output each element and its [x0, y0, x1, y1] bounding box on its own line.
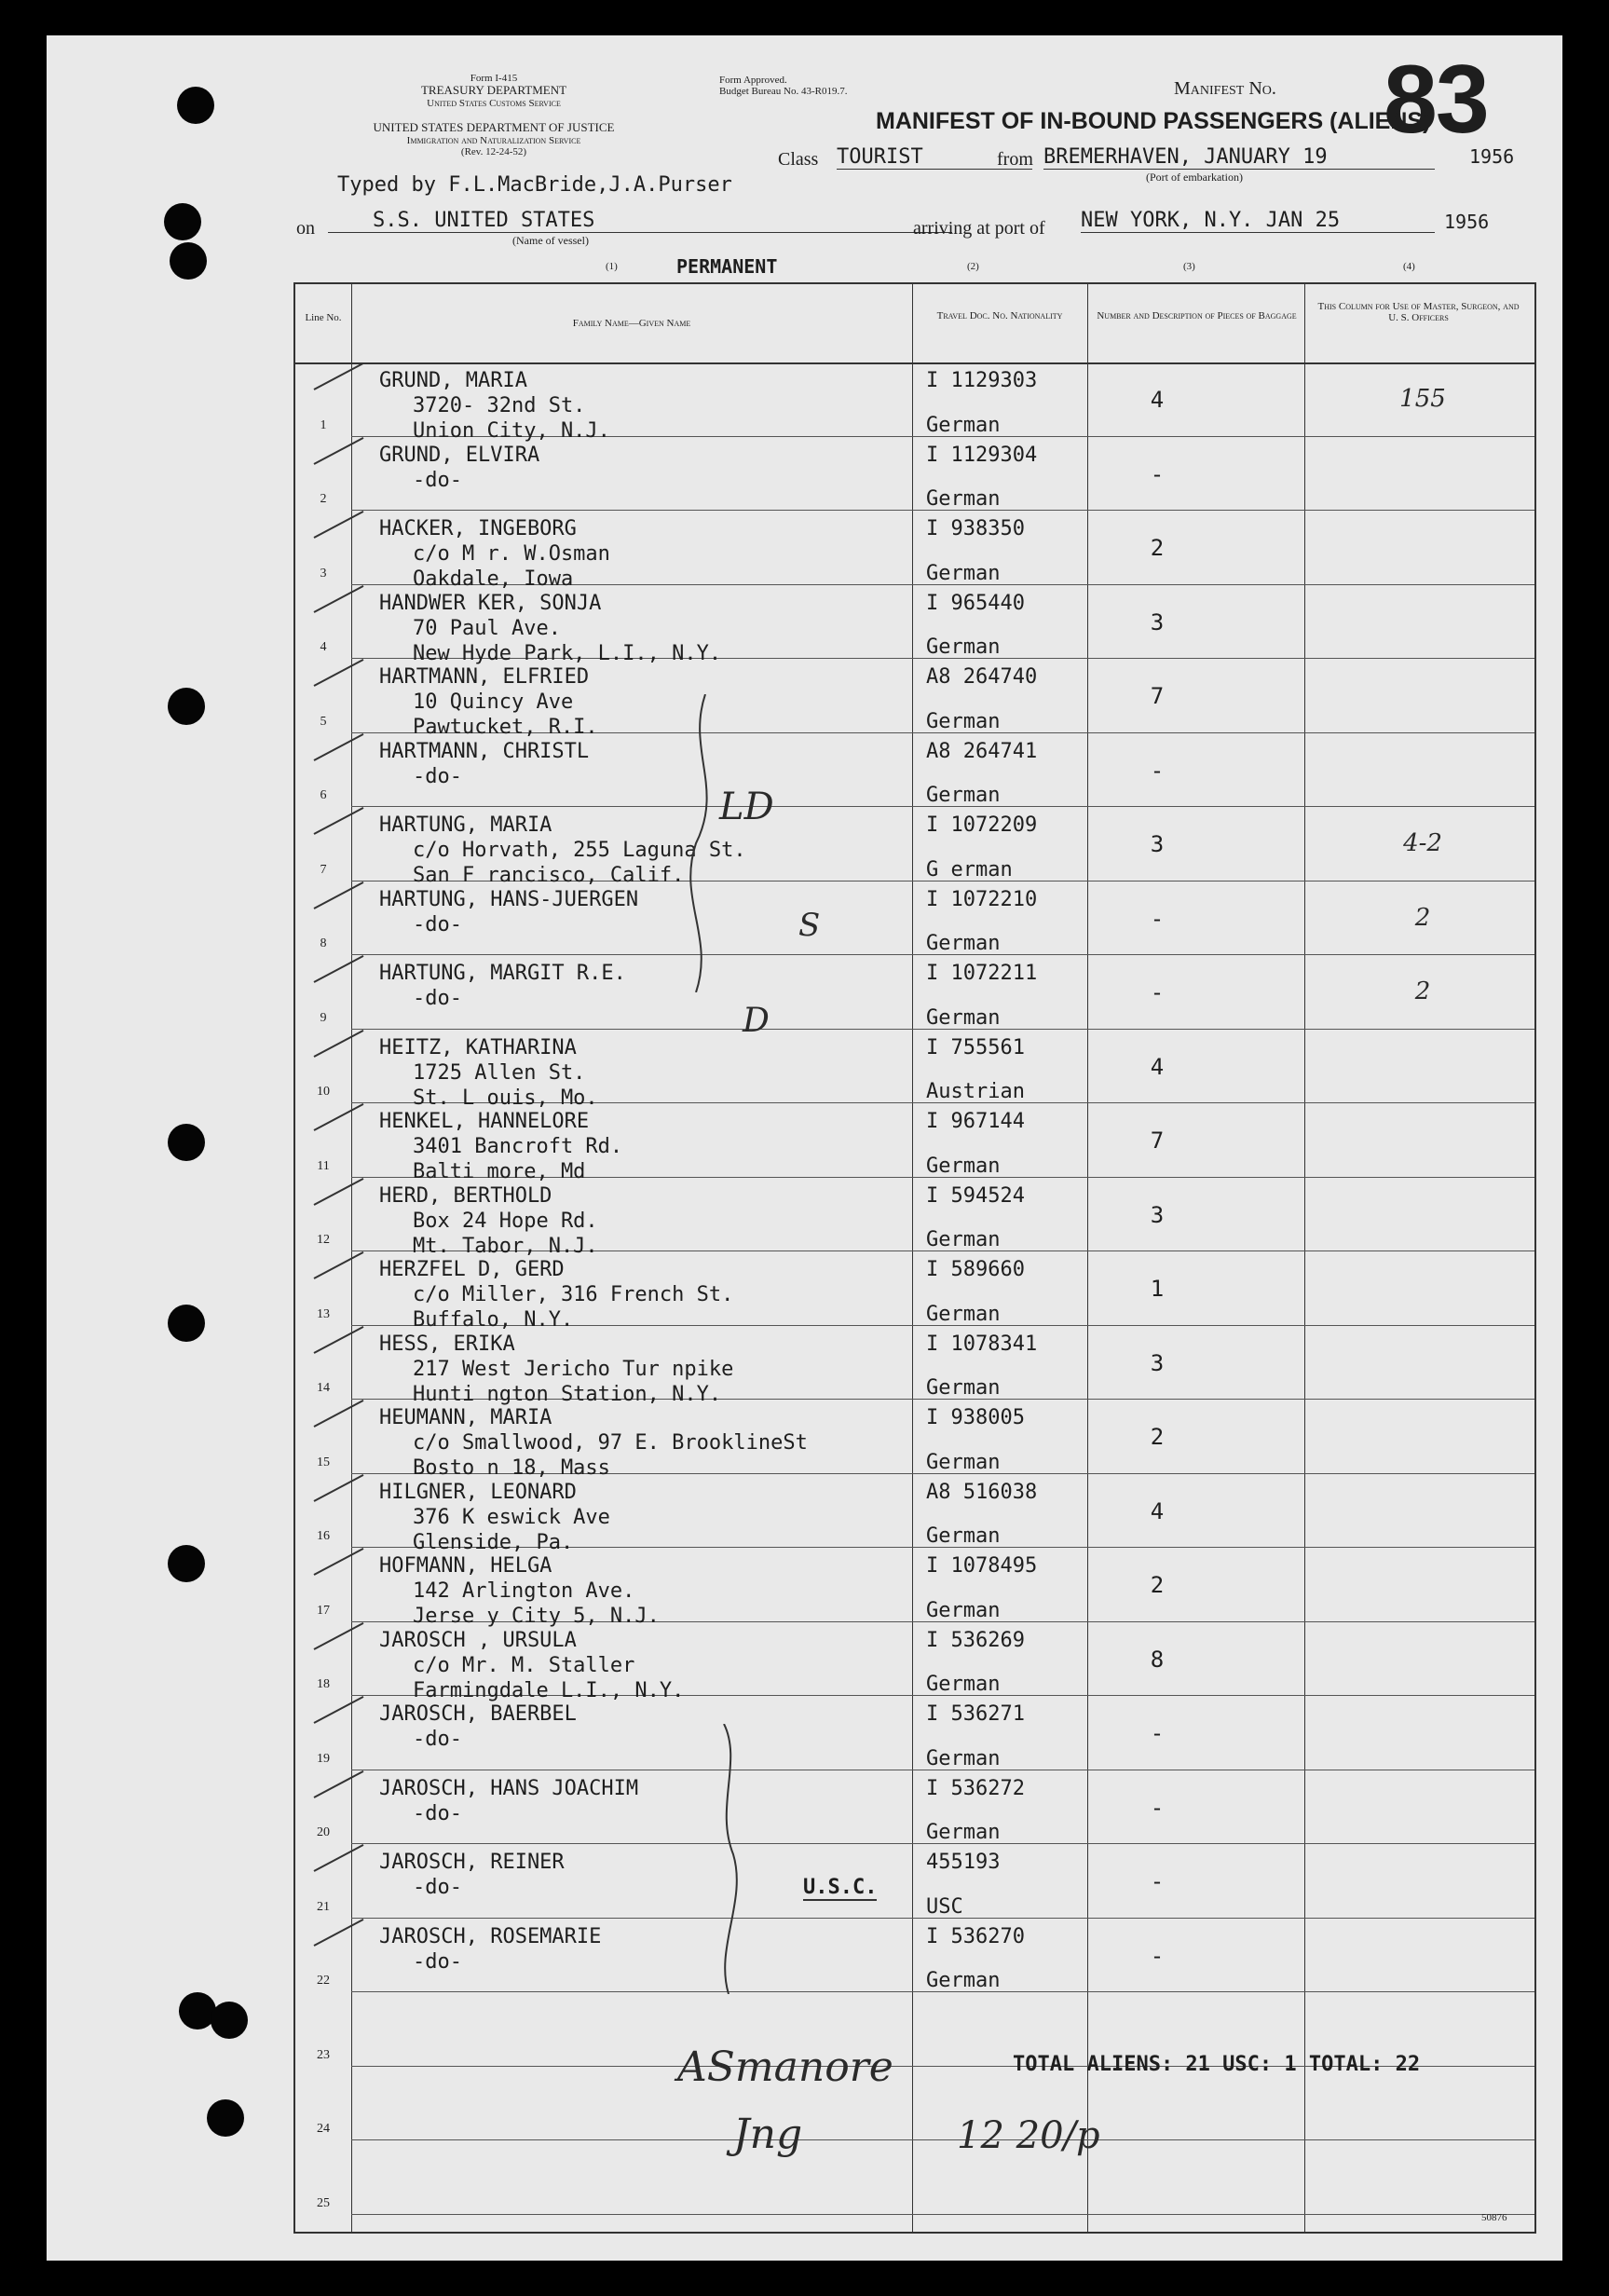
date-mark: 12 20/p	[957, 2114, 1100, 2157]
passenger-address-1: 142 Arlington Ave.	[413, 1579, 635, 1603]
passenger-address-2: Pawtucket, R.I.	[413, 716, 598, 739]
passenger-name: HARTMANN, ELFRIED	[379, 665, 590, 689]
line-number: 17	[317, 1603, 330, 1618]
line-number: 12	[317, 1233, 330, 1247]
check-mark	[314, 659, 364, 687]
form-approved: Form Approved.	[719, 75, 787, 86]
line-number: 23	[317, 2047, 330, 2062]
binder-hole	[170, 242, 207, 280]
passenger-address-1: 10 Quincy Ave	[413, 690, 574, 714]
totals-line: TOTAL ALIENS: 21 USC: 1 TOTAL: 22	[1013, 2053, 1421, 2076]
passenger-name-block	[379, 1035, 598, 1111]
passenger-address-2: Union City, N.J.	[413, 419, 610, 443]
from-value: BREMERHAVEN, JANUARY 19	[1043, 145, 1435, 170]
baggage-count: 4	[1150, 387, 1165, 413]
table-row	[295, 882, 1534, 956]
manifest-no-label: Manifest No.	[1174, 78, 1276, 99]
nationality: Austrian	[926, 1080, 1025, 1103]
baggage-count: -	[1150, 979, 1165, 1005]
passenger-name: JAROSCH, ROSEMARIE	[379, 1924, 602, 1948]
travel-doc-number: A8 264741	[926, 739, 1038, 763]
passenger-name-block	[379, 961, 626, 1011]
vessel-name: S.S. UNITED STATES	[328, 209, 952, 233]
passenger-name-block	[379, 516, 610, 592]
margin-ld: LD	[719, 786, 774, 828]
check-mark	[314, 1770, 364, 1797]
handwritten-brace	[668, 694, 743, 992]
passenger-address-1: c/o M r. W.Osman	[413, 542, 610, 566]
table-row	[295, 585, 1534, 665]
baggage-count: 2	[1150, 1424, 1165, 1450]
nationality: German	[926, 1969, 1001, 1992]
table-row	[295, 1919, 1534, 1993]
passenger-name-block	[379, 1702, 577, 1752]
passenger-name: HARTUNG, MARGIT R.E.	[379, 962, 626, 985]
nationality: German	[926, 636, 1001, 659]
binder-hole	[177, 87, 214, 124]
line-number: 1	[320, 417, 327, 432]
passenger-address-1: 70 Paul Ave.	[413, 616, 561, 640]
column-number-4: (4)	[1403, 261, 1415, 272]
from-year: 1956	[1469, 145, 1515, 168]
passenger-name-block	[379, 1628, 684, 1703]
passenger-address-1: c/o Smallwood, 97 E. BrooklineSt	[413, 1431, 808, 1455]
arriving-value: NEW YORK, N.Y. JAN 25	[1081, 209, 1435, 233]
nationality: German	[926, 561, 1001, 585]
passenger-name: HARTUNG, MARIA	[379, 813, 552, 837]
passenger-address-1: Box 24 Hope Rd.	[413, 1209, 598, 1233]
passenger-address-1: 3401 Bancroft Rd.	[413, 1135, 623, 1158]
check-mark	[314, 732, 364, 760]
passenger-name-block	[379, 1924, 601, 1975]
travel-doc-number: I 589660	[926, 1258, 1025, 1281]
passenger-name: HACKER, INGEBORG	[379, 517, 577, 540]
passenger-address-1: -do-	[413, 987, 462, 1010]
travel-doc-number: A8 516038	[926, 1480, 1038, 1504]
passenger-name-block	[379, 1332, 733, 1407]
passenger-name: HERD, BERTHOLD	[379, 1183, 552, 1208]
check-mark	[314, 1029, 364, 1057]
line-number: 18	[317, 1677, 330, 1691]
table-row	[295, 1400, 1534, 1480]
check-mark	[314, 1696, 364, 1724]
form-justice: UNITED STATES DEPARTMENT OF JUSTICE	[373, 120, 615, 134]
table-row	[295, 362, 1534, 443]
table-row	[295, 1326, 1534, 1406]
table-row	[295, 437, 1534, 512]
line-number: 5	[320, 714, 327, 729]
officer-note: 2	[1414, 977, 1431, 1005]
officer-note: 4-2	[1403, 829, 1442, 857]
baggage-count: 3	[1150, 831, 1165, 857]
manifest-title: MANIFEST OF IN-BOUND PASSENGERS (ALIENS)	[876, 108, 1431, 134]
header-line-no: Line No.	[305, 312, 342, 323]
passenger-name: JAROSCH , URSULA	[379, 1628, 577, 1652]
passenger-address-2: St. L ouis, Mo.	[413, 1086, 598, 1110]
officer-note: 2	[1414, 903, 1431, 932]
travel-doc-number: I 1129304	[926, 443, 1038, 467]
passenger-address-1: -do-	[413, 1801, 462, 1825]
table-row	[295, 1474, 1534, 1554]
table-row	[295, 1548, 1534, 1628]
check-mark	[314, 1918, 364, 1946]
table-row	[295, 2067, 1534, 2141]
travel-doc-number: I 1078495	[926, 1554, 1038, 1578]
baggage-count: 2	[1150, 535, 1165, 561]
passenger-address-1: -do-	[413, 1876, 462, 1899]
passenger-name: GRUND, MARIA	[379, 369, 527, 392]
travel-doc-number: I 1078341	[926, 1332, 1038, 1356]
passenger-name: GRUND, ELVIRA	[379, 443, 540, 467]
travel-doc-number: I 938350	[926, 517, 1025, 540]
baggage-count: 8	[1150, 1646, 1165, 1673]
passenger-name: HARTMANN, CHRISTL	[379, 739, 590, 763]
nationality: USC	[926, 1894, 963, 1919]
baggage-count: 4	[1150, 1497, 1165, 1524]
baggage-count: -	[1150, 1794, 1165, 1821]
line-number: 25	[317, 2195, 330, 2210]
baggage-count: 2	[1150, 1572, 1165, 1598]
passenger-name: JAROSCH, HANS JOACHIM	[379, 1776, 639, 1800]
passenger-name-block	[379, 1109, 622, 1184]
passenger-name: HENKEL, HANNELORE	[379, 1110, 590, 1133]
line-number: 24	[317, 2122, 330, 2136]
baggage-count: 3	[1150, 1201, 1165, 1228]
passenger-address-1: c/o Horvath, 255 Laguna St.	[413, 839, 746, 862]
table-row	[295, 511, 1534, 591]
passenger-address-2: San F rancisco, Calif.	[413, 864, 685, 887]
check-mark	[314, 1400, 364, 1428]
baggage-count: 1	[1150, 1276, 1165, 1302]
check-mark	[314, 1621, 364, 1649]
binder-hole	[164, 203, 201, 240]
check-mark	[314, 436, 364, 464]
column-number-1: (1)	[606, 261, 618, 272]
passenger-name: HANDWER KER, SONJA	[379, 591, 602, 615]
passenger-address-1: 376 K eswick Ave	[413, 1505, 610, 1529]
passenger-address-1: -do-	[413, 764, 462, 788]
usc-mark: U.S.C.	[803, 1876, 878, 1899]
check-mark	[314, 362, 364, 390]
travel-doc-number: I 536270	[926, 1924, 1025, 1948]
line-number: 22	[317, 1974, 330, 1988]
passenger-address-2: New Hyde Park, L.I., N.Y.	[413, 641, 722, 665]
header-name: Family Name—Given Name	[572, 318, 691, 329]
check-mark	[314, 1177, 364, 1205]
travel-doc-number: I 536272	[926, 1776, 1025, 1800]
passenger-table	[293, 282, 1536, 2234]
nationality: German	[926, 487, 1001, 511]
passenger-name-block	[379, 1480, 610, 1555]
passenger-name: HOFMANN, HELGA	[379, 1554, 552, 1578]
nationality: German	[926, 932, 1001, 955]
passenger-name-block	[379, 664, 598, 740]
passenger-address-2: Glenside, Pa.	[413, 1530, 574, 1554]
binder-hole	[168, 688, 205, 725]
arriving-year: 1956	[1444, 211, 1490, 233]
travel-doc-number: I 536269	[926, 1628, 1025, 1652]
passenger-name: HEUMANN, MARIA	[379, 1406, 552, 1429]
line-number: 11	[317, 1158, 330, 1173]
table-row	[295, 659, 1534, 739]
header-baggage: Number and Description of Pieces of Baggage	[1097, 310, 1297, 321]
line-number: 2	[320, 492, 327, 506]
check-mark	[314, 955, 364, 983]
passenger-address-1: -do-	[413, 912, 462, 936]
travel-doc-number: A8 264740	[926, 665, 1038, 689]
travel-doc-number: I 965440	[926, 591, 1025, 615]
class-value: TOURIST	[837, 145, 1032, 170]
passenger-name: HEITZ, KATHARINA	[379, 1035, 577, 1059]
check-mark	[314, 1251, 364, 1279]
passenger-name-block	[379, 1553, 660, 1629]
binder-hole	[168, 1305, 205, 1342]
check-mark	[314, 1844, 364, 1872]
table-row	[295, 1844, 1534, 1919]
passenger-address-1: 1725 Allen St.	[413, 1060, 586, 1085]
passenger-address-1: -do-	[413, 1728, 462, 1751]
passenger-address-1: c/o Mr. M. Staller	[413, 1653, 635, 1677]
form-rev: (Rev. 12-24-52)	[460, 146, 527, 157]
passenger-name: HARTUNG, HANS-JUERGEN	[379, 887, 639, 911]
permanent-label: PERMANENT	[676, 255, 778, 278]
baggage-count: -	[1150, 1942, 1165, 1969]
nationality: German	[926, 1005, 1001, 1030]
line-number: 15	[317, 1455, 330, 1469]
line-number: 3	[320, 566, 327, 581]
table-row	[295, 1251, 1534, 1332]
form-dept: TREASURY DEPARTMENT	[420, 83, 567, 97]
passenger-name: JAROSCH, BAERBEL	[379, 1702, 577, 1726]
check-mark	[314, 1325, 364, 1353]
passenger-address-2: Jerse y City 5, N.J.	[413, 1605, 660, 1628]
passenger-address-1: -do-	[413, 1949, 462, 1974]
table-row	[295, 1178, 1534, 1258]
table-row	[295, 1622, 1534, 1702]
passenger-address-2: Buffalo, N.Y.	[413, 1308, 574, 1332]
passenger-address-1: 217 West Jericho Tur npike	[413, 1357, 734, 1381]
check-mark	[314, 584, 364, 612]
nationality: German	[926, 413, 1001, 437]
manifest-number: 83	[1384, 46, 1488, 154]
passenger-address-2: Mt. Tabor, N.J.	[413, 1234, 598, 1258]
budget-bureau: Budget Bureau No. 43-R019.7.	[719, 86, 848, 97]
line-number: 19	[317, 1751, 330, 1766]
nationality: German	[926, 1746, 1001, 1770]
port-embark-caption: (Port of embarkation)	[1146, 171, 1243, 184]
baggage-count: -	[1150, 757, 1165, 784]
class-label: Class	[778, 149, 819, 170]
from-label: from	[997, 149, 1033, 170]
passenger-name-block	[379, 1257, 733, 1332]
travel-doc-number: I 1129303	[926, 369, 1038, 392]
passenger-name: HILGNER, LEONARD	[379, 1480, 577, 1504]
form-number: Form I-415	[470, 73, 518, 84]
nationality: German	[926, 1821, 1001, 1844]
travel-doc-number: I 1072211	[926, 962, 1038, 985]
table-row	[295, 1103, 1534, 1183]
baggage-count: 7	[1150, 683, 1165, 709]
travel-doc-number: 455193	[926, 1851, 1001, 1874]
passenger-name: HERZFEL D, GERD	[379, 1258, 565, 1281]
form-customs: United States Customs Service	[427, 98, 561, 109]
handwritten-brace	[705, 1724, 761, 1994]
margin-s: S	[798, 907, 821, 944]
passenger-name-block	[379, 443, 539, 493]
check-mark	[314, 1473, 364, 1501]
passenger-name-block	[379, 887, 638, 937]
vessel-caption: (Name of vessel)	[512, 234, 589, 247]
arriving-label: arriving at port of	[913, 218, 1045, 239]
binder-hole	[168, 1545, 205, 1582]
binder-hole	[207, 2099, 244, 2137]
binder-hole	[211, 2002, 248, 2039]
footer-code: 50876	[1481, 2212, 1507, 2223]
travel-doc-number: I 1072209	[926, 813, 1038, 837]
nationality: German	[926, 709, 1001, 733]
baggage-count: 7	[1150, 1128, 1165, 1154]
check-mark	[314, 511, 364, 539]
line-number: 21	[317, 1899, 330, 1914]
passenger-address-1: 3720- 32nd St.	[413, 394, 586, 417]
binder-hole	[168, 1124, 205, 1161]
check-mark	[314, 1103, 364, 1131]
travel-doc-number: I 755561	[926, 1035, 1025, 1059]
nationality: G erman	[926, 857, 1013, 882]
column-number-3: (3)	[1183, 261, 1195, 272]
passenger-name-block	[379, 1183, 598, 1259]
nationality: German	[926, 1376, 1001, 1400]
travel-doc-number: I 967144	[926, 1110, 1025, 1133]
baggage-count: 4	[1150, 1053, 1165, 1080]
line-number: 10	[317, 1085, 330, 1099]
passenger-address-2: Bosto n 18, Mass	[413, 1456, 610, 1480]
nationality: German	[926, 1598, 1001, 1622]
table-row	[295, 1030, 1534, 1110]
margin-d: D	[743, 1002, 770, 1040]
passenger-address-2: Oakdale, Iowa	[413, 567, 574, 591]
passenger-name-block	[379, 1850, 565, 1900]
nationality: German	[926, 1228, 1001, 1251]
passenger-address-1: -do-	[413, 468, 462, 492]
line-number: 6	[320, 788, 327, 802]
nationality: German	[926, 1302, 1001, 1326]
travel-doc-number: I 938005	[926, 1406, 1025, 1429]
header-travel-doc: Travel Doc. No. Nationality	[936, 310, 1063, 321]
line-number: 20	[317, 1825, 330, 1839]
line-number: 13	[317, 1306, 330, 1321]
baggage-count: -	[1150, 905, 1165, 932]
passenger-address-2: Hunti ngton Station, N.Y.	[413, 1382, 722, 1406]
nationality: German	[926, 1450, 1001, 1474]
passenger-name-block	[379, 1405, 808, 1481]
passenger-name-block	[379, 1776, 638, 1826]
passenger-address-1: c/o Miller, 316 French St.	[413, 1283, 734, 1306]
nationality: German	[926, 1524, 1001, 1548]
travel-doc-number: I 536271	[926, 1702, 1025, 1726]
form-ins: Immigration and Naturalization Service	[406, 135, 581, 146]
on-label: on	[296, 218, 315, 239]
baggage-count: 3	[1150, 1349, 1165, 1376]
passenger-name-block	[379, 591, 721, 666]
nationality: German	[926, 1154, 1001, 1178]
table-row	[295, 1770, 1534, 1845]
baggage-count: -	[1150, 460, 1165, 487]
column-number-2: (2)	[967, 261, 979, 272]
nationality: German	[926, 1673, 1001, 1696]
passenger-name-block	[379, 368, 610, 444]
check-mark	[314, 881, 364, 909]
nationality: German	[926, 784, 1001, 807]
line-number: 16	[317, 1529, 330, 1543]
line-number: 7	[320, 862, 327, 877]
officer-note: 155	[1399, 385, 1446, 413]
header-officers: This Column for Use of Master, Surgeon, and U. S. Officers	[1317, 301, 1520, 323]
check-mark	[314, 807, 364, 835]
passenger-address-2: Balti more, Md	[413, 1160, 586, 1183]
typed-by: Typed by F.L.MacBride,J.A.Purser	[337, 173, 732, 197]
table-row	[295, 1696, 1534, 1770]
check-mark	[314, 1548, 364, 1576]
line-number: 14	[317, 1381, 330, 1395]
table-row	[295, 733, 1534, 808]
table-row	[295, 2140, 1534, 2215]
passenger-address-2: Farmingdale L.I., N.Y.	[413, 1678, 685, 1702]
baggage-count: -	[1150, 1720, 1165, 1746]
travel-doc-number: I 594524	[926, 1183, 1025, 1208]
line-number: 4	[320, 640, 327, 654]
table-row	[295, 955, 1534, 1030]
manifest-page	[47, 35, 1562, 2261]
travel-doc-number: I 1072210	[926, 887, 1038, 911]
passenger-name-block	[379, 739, 589, 789]
line-number: 9	[320, 1010, 327, 1025]
officer-signature: ASmanore	[677, 2043, 893, 2091]
baggage-count: 3	[1150, 608, 1165, 636]
passenger-name: HESS, ERIKA	[379, 1332, 515, 1356]
line-number: 8	[320, 936, 327, 950]
passenger-name: JAROSCH, REINER	[379, 1851, 565, 1874]
baggage-count: -	[1150, 1868, 1165, 1894]
officer-initials: Jng	[733, 2111, 803, 2158]
table-row	[295, 807, 1534, 887]
